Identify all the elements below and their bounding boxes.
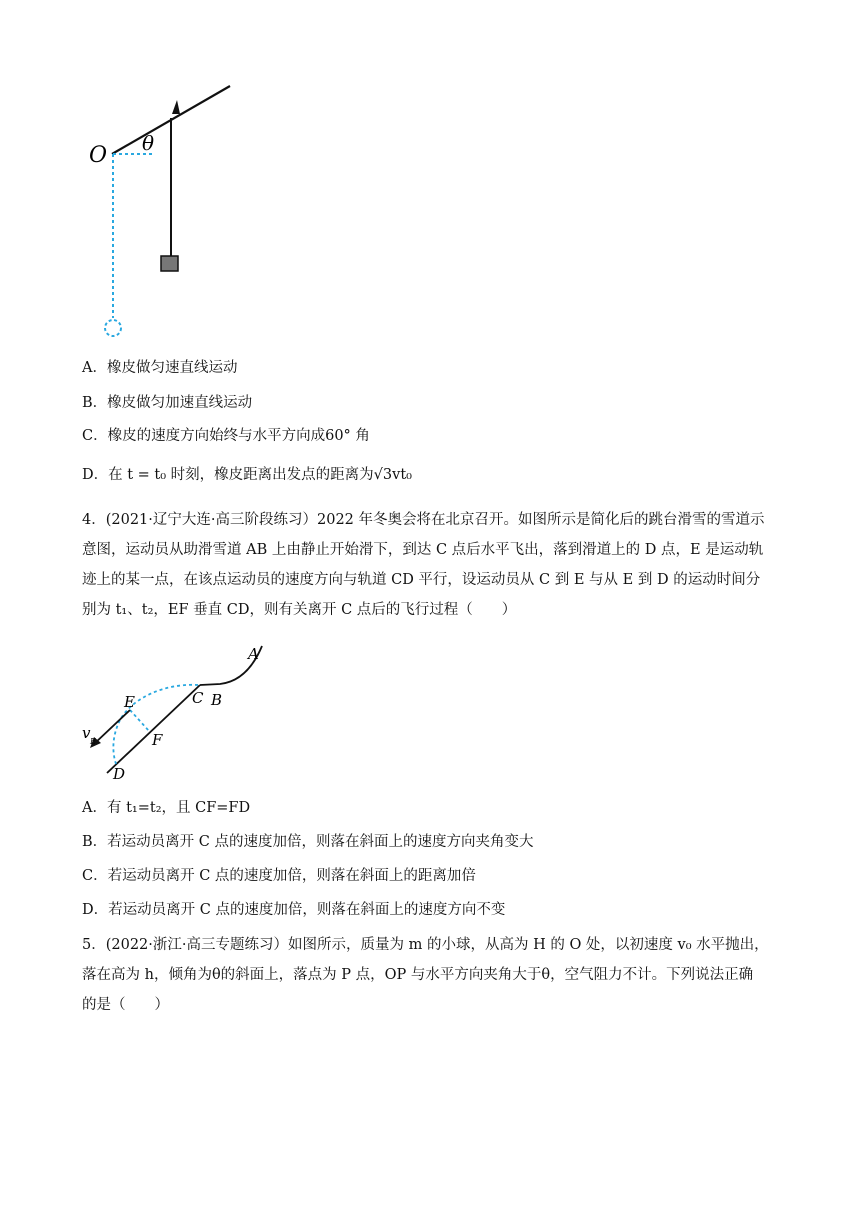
q4-option-d: D．若运动员离开 C 点的速度加倍，则落在斜面上的速度方向不变	[82, 902, 506, 918]
figure-ski-jump	[80, 640, 280, 785]
label-v: v	[82, 724, 91, 742]
q5-stem-line: 落在高为 h，倾角为θ的斜面上，落点为 P 点，OP 与水平方向夹角大于θ，空气阻力不计。下列说法正确	[82, 967, 754, 983]
slope-cd	[107, 685, 200, 773]
hanging-block	[161, 256, 178, 271]
q4-option-b: B．若运动员离开 C 点的速度加倍，则落在斜面上的速度方向夹角变大	[82, 834, 534, 850]
q5-stem-line: 的是（ ）	[82, 997, 169, 1013]
rod-tip-marker	[172, 100, 180, 114]
figure-pulley-rod	[80, 80, 250, 350]
q3-option-b: B．橡皮做匀加速直线运动	[82, 395, 253, 411]
q4-stem-line: 4．(2021·辽宁大连·高三阶段练习）2022 年冬奥会将在北京召开。如图所示是简化后的跳台滑雪的雪道示	[82, 512, 765, 528]
q4-option-c: C．若运动员离开 C 点的速度加倍，则落在斜面上的距离加倍	[82, 868, 476, 884]
q4-stem-line: 意图，运动员从助滑雪道 AB 上由静止开始滑下，到达 C 点后水平飞出，落到滑道上的 D 点，E 是运动轨	[82, 542, 764, 558]
q5-stem-line: 5．(2022·浙江·高三专题练习）如图所示，质量为 m 的小球，从高为 H 的 O 处，以初速度 v₀ 水平抛出，	[82, 937, 769, 953]
label-O: O	[89, 143, 108, 168]
q3-option-a: A．橡皮做匀速直线运动	[82, 360, 238, 376]
q4-stem	[82, 505, 782, 625]
q4-option-a: A．有 t₁=t₂，且 CF=FD	[82, 800, 251, 816]
velocity-vector	[94, 710, 130, 744]
ef-perpendicular	[130, 710, 149, 731]
label-C: C	[192, 689, 204, 707]
label-A: A	[248, 645, 259, 663]
label-F: F	[152, 731, 163, 749]
q3-option-c: C．橡皮的速度方向始终与水平方向成60° 角	[82, 428, 370, 444]
q4-stem-line: 迹上的某一点，在该点运动员的速度方向与轨道 CD 平行，设运动员从 C 到 E 与从 E 到 D 的运动时间分	[82, 572, 761, 588]
dashed-circle	[105, 320, 121, 336]
q3-option-d: D．在 t = t₀ 时刻，橡皮距离出发点的距离为√3vt₀	[82, 467, 412, 483]
label-theta: θ	[142, 131, 155, 155]
label-E: E	[124, 693, 135, 711]
label-D: D	[113, 765, 126, 783]
q4-stem-line: 别为 t₁、t₂，EF 垂直 CD，则有关离开 C 点后的飞行过程（ ）	[82, 602, 517, 618]
label-B: B	[211, 691, 223, 709]
label-v-sub: E	[90, 737, 96, 746]
q5-stem	[82, 930, 782, 1020]
